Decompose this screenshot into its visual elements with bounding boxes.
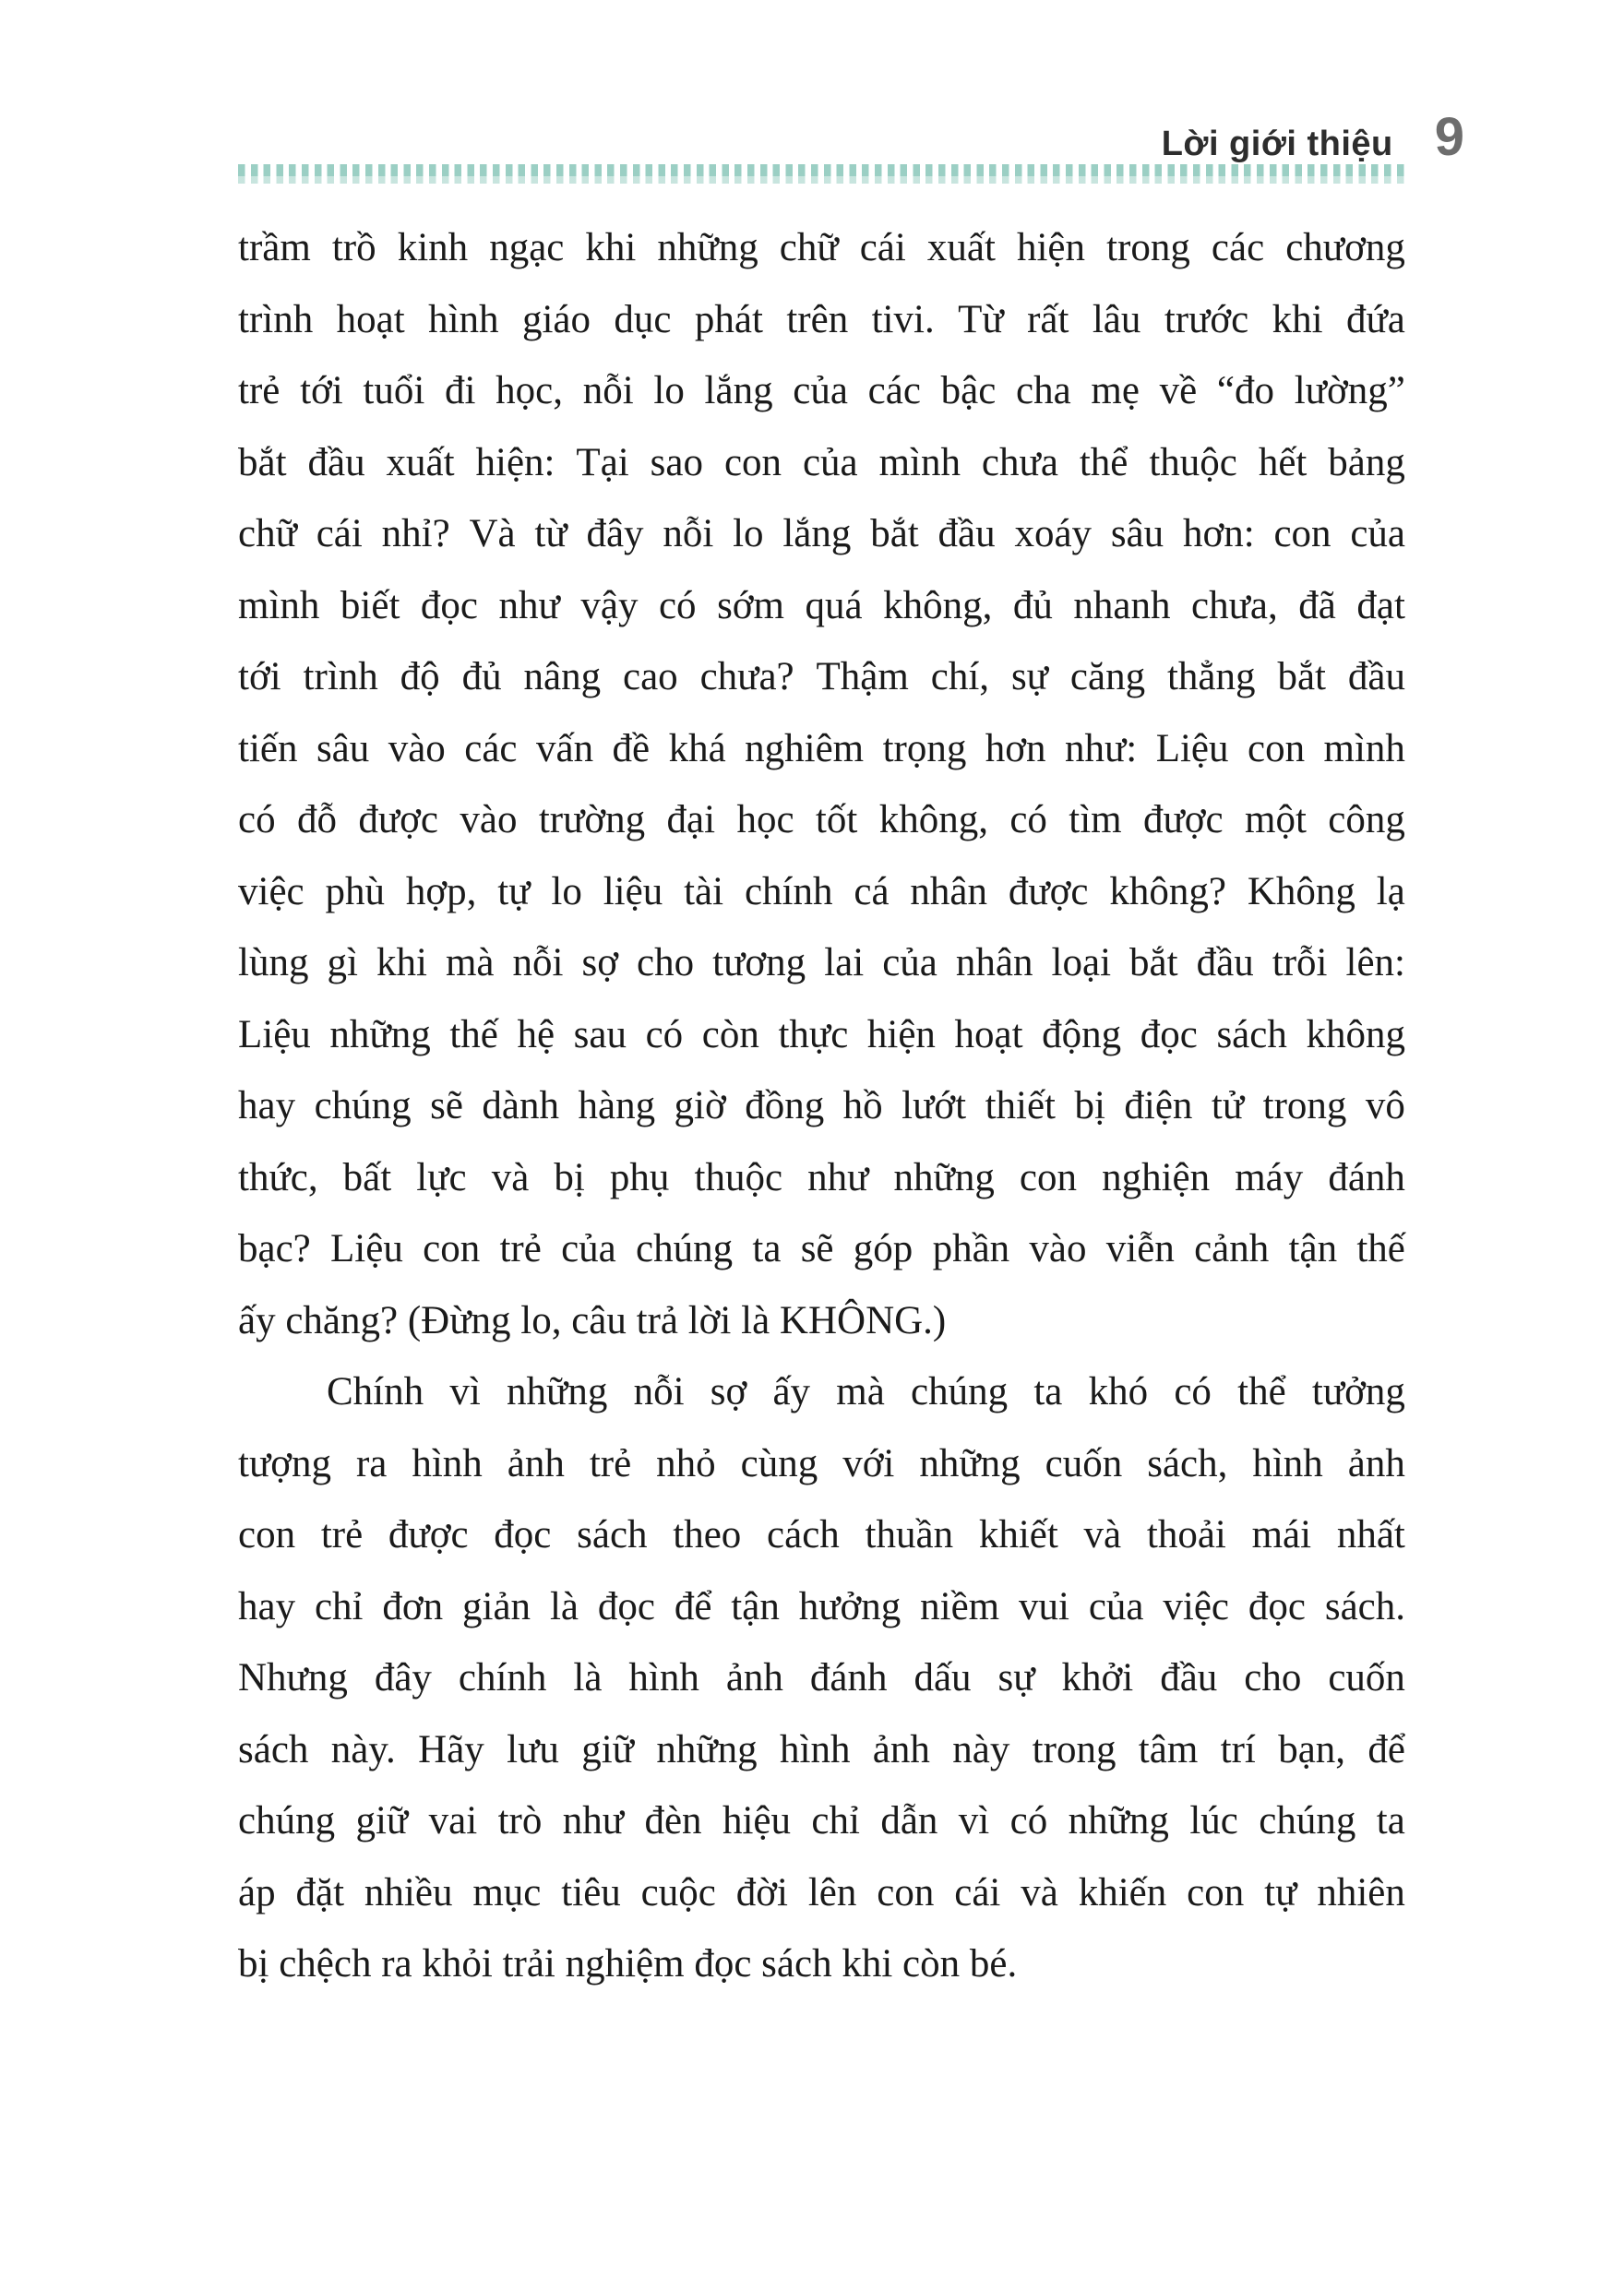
text-line: bắt đầu xuất hiện: Tại sao con của mình chưa thể thuộc hết bảng bbox=[238, 440, 1405, 484]
text-line: thức, bất lực và bị phụ thuộc như những con nghiện máy đánh bbox=[238, 1155, 1405, 1199]
body-text bbox=[238, 212, 1405, 2000]
text-line: tiến sâu vào các vấn đề khá nghiêm trọng hơn như: Liệu con mình bbox=[238, 726, 1405, 770]
text-line: bạc? Liệu con trẻ của chúng ta sẽ góp phần vào viễn cảnh tận thế bbox=[238, 1227, 1405, 1270]
text-line: con trẻ được đọc sách theo cách thuần khiết và thoải mái nhất bbox=[238, 1513, 1405, 1556]
text-line: Liệu những thế hệ sau có còn thực hiện hoạt động đọc sách không bbox=[238, 1012, 1405, 1056]
text-line: sách này. Hãy lưu giữ những hình ảnh này trong tâm trí bạn, để bbox=[238, 1727, 1405, 1771]
text-line: trình hoạt hình giáo dục phát trên tivi. Từ rất lâu trước khi đứa bbox=[238, 297, 1405, 341]
paragraph bbox=[238, 212, 1405, 1356]
text-line: bị chệch ra khỏi trải nghiệm đọc sách khi còn bé. bbox=[238, 1942, 1018, 1986]
paragraph bbox=[238, 1356, 1405, 2000]
text-line: trầm trồ kinh ngạc khi những chữ cái xuất hiện trong các chương bbox=[238, 226, 1405, 269]
page-header bbox=[1161, 107, 1464, 167]
text-line: trẻ tới tuổi đi học, nỗi lo lắng của các bậc cha mẹ về “đo lường” bbox=[238, 369, 1405, 412]
text-line: tới trình độ đủ nâng cao chưa? Thậm chí, sự căng thẳng bắt đầu bbox=[238, 655, 1405, 698]
text-line: chữ cái nhỉ? Và từ đây nỗi lo lắng bắt đầu xoáy sâu hơn: con của bbox=[238, 512, 1405, 555]
text-line: Chính vì những nỗi sợ ấy mà chúng ta khó có thể tưởng bbox=[327, 1370, 1405, 1413]
decorative-stripe-band bbox=[238, 164, 1405, 184]
page-number: 9 bbox=[1434, 107, 1464, 167]
running-head-title: Lời giới thiệu bbox=[1161, 125, 1393, 163]
text-line: có đỗ được vào trường đại học tốt không, có tìm được một công bbox=[238, 798, 1405, 841]
text-line: hay chỉ đơn giản là đọc để tận hưởng niềm vui của việc đọc sách. bbox=[238, 1584, 1405, 1628]
text-line: việc phù hợp, tự lo liệu tài chính cá nhân được không? Không lạ bbox=[238, 869, 1405, 913]
text-line: tượng ra hình ảnh trẻ nhỏ cùng với những cuốn sách, hình ảnh bbox=[238, 1441, 1405, 1485]
text-line: lùng gì khi mà nỗi sợ cho tương lai của nhân loại bắt đầu trỗi lên: bbox=[238, 941, 1405, 984]
text-line: Nhưng đây chính là hình ảnh đánh dấu sự khởi đầu cho cuốn bbox=[238, 1656, 1405, 1700]
text-line: ấy chăng? (Đừng lo, câu trả lời là KHÔNG.) bbox=[238, 1298, 947, 1342]
text-line: chúng giữ vai trò như đèn hiệu chỉ dẫn vì có những lúc chúng ta bbox=[238, 1799, 1405, 1843]
text-line: áp đặt nhiều mục tiêu cuộc đời lên con cái và khiến con tự nhiên bbox=[238, 1870, 1405, 1914]
text-line: hay chúng sẽ dành hàng giờ đồng hồ lướt thiết bị điện tử trong vô bbox=[238, 1084, 1405, 1127]
text-line: mình biết đọc như vậy có sớm quá không, đủ nhanh chưa, đã đạt bbox=[238, 583, 1405, 627]
